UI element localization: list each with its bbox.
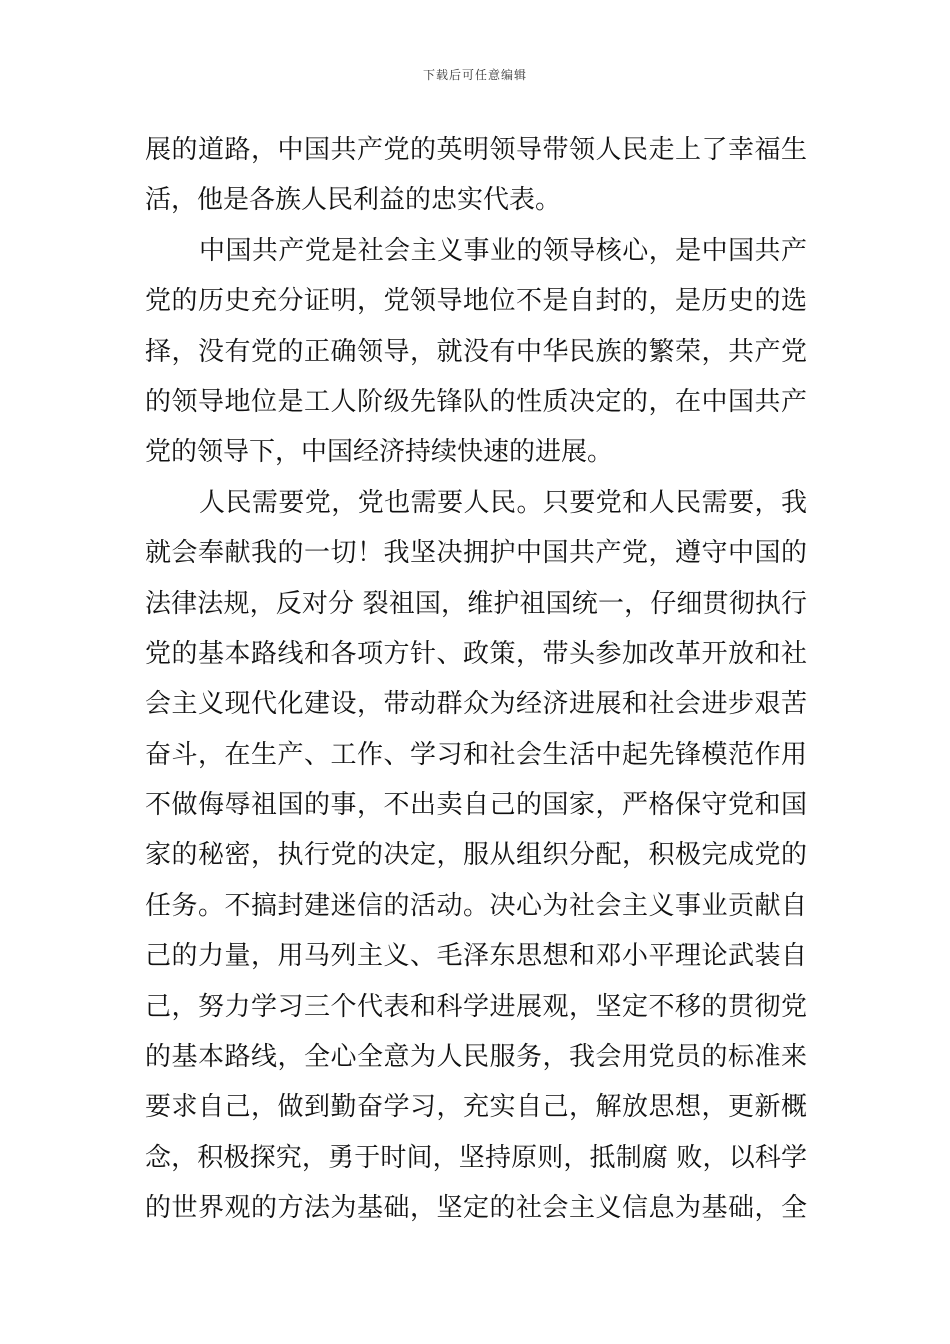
text-line: 的基本路线，全心全意为人民服务，我会用党员的标准来 <box>145 1042 807 1073</box>
text-line: 会主义现代化建设，带动群众为经济进展和社会进步艰苦 <box>145 689 807 720</box>
text-line: 展的道路，中国共产党的英明领导带领人民走上了幸福生 <box>145 135 807 165</box>
text-line: 党的基本路线和各项方针、政策，带头参加改革开放和社 <box>145 638 807 669</box>
text-line: 的领导地位是工人阶级先锋队的性质决定的，在中国共产 <box>145 386 807 417</box>
text-line: 家的秘密，执行党的决定，服从组织分配，积极完成党的 <box>145 840 807 871</box>
text-line: 人民需要党，党也需要人民。只要党和人民需要，我 <box>199 487 807 518</box>
text-line: 党的领导下，中国经济持续快速的进展。 <box>145 437 614 468</box>
text-line: 任务。不搞封建迷信的活动。决心为社会主义事业贡献自 <box>145 890 807 921</box>
text-line: 中国共产党是社会主义事业的领导核心，是中国共产 <box>199 235 807 266</box>
text-line: 要求自己，做到勤奋学习，充实自己，解放思想，更新概 <box>145 1092 807 1123</box>
text-line: 就会奉献我的一切！我坚决拥护中国共产党，遵守中国的 <box>145 538 807 569</box>
text-line: 奋斗，在生产、工作、学习和社会生活中起先锋模范作用 <box>145 739 807 770</box>
text-line: 活，他是各族人民利益的忠实代表。 <box>145 185 562 216</box>
text-line: 不做侮辱祖国的事，不出卖自己的国家，严格保守党和国 <box>145 790 807 821</box>
page-header: 下载后可任意编辑 <box>422 68 527 82</box>
document-body <box>145 125 807 1234</box>
text-line: 己的力量，用马列主义、毛泽东思想和邓小平理论武装自 <box>145 941 807 972</box>
text-line: 法律法规，反对分 裂祖国，维护祖国统一，仔细贯彻执行 <box>145 588 807 619</box>
text-line: 念，积极探究，勇于时间，坚持原则，抵制腐 败，以科学 <box>145 1142 807 1173</box>
text-line: 的世界观的方法为基础，坚定的社会主义信息为基础，全 <box>145 1193 807 1224</box>
text-line: 择，没有党的正确领导，就没有中华民族的繁荣，共产党 <box>145 336 807 367</box>
text-line: 党的历史充分证明，党领导地位不是自封的，是历史的选 <box>145 286 807 317</box>
text-line: 己，努力学习三个代表和科学进展观，坚定不移的贯彻党 <box>145 991 807 1022</box>
